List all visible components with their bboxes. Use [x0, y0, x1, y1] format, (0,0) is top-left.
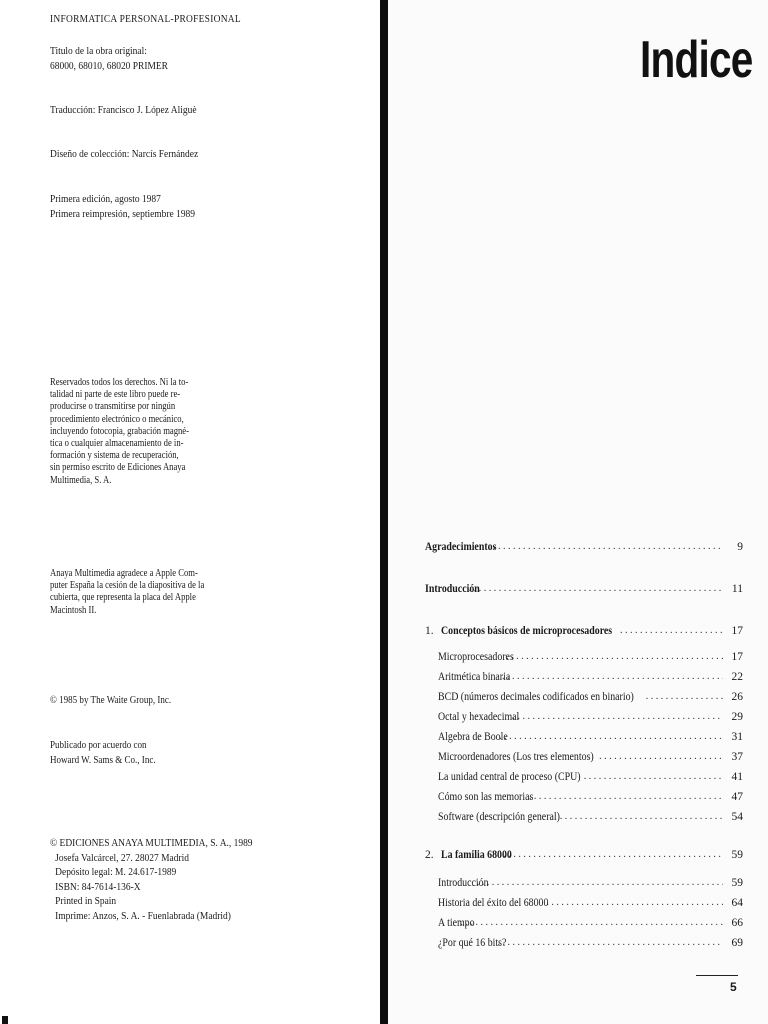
first-edition: Primera edición, agosto 1987: [50, 193, 161, 205]
toc-entry-page: 69: [731, 937, 743, 949]
toc-leader-dots: [546, 896, 723, 910]
publisher-line: © EDICIONES ANAYA MULTIMEDIA, S. A., 1989: [50, 837, 253, 849]
toc-leader-dots: [584, 770, 723, 784]
left-page-credits: [0, 0, 380, 1024]
toc-entry-page: 66: [731, 917, 743, 929]
toc-leader-dots: [560, 810, 723, 824]
toc-entry-label: Cómo son las memorias: [438, 791, 534, 803]
book-gutter: [380, 0, 388, 1024]
toc-entry: [425, 580, 743, 596]
rights-line: talidad ni parte de este libro puede re-: [50, 389, 181, 401]
toc-entry-page: 31: [731, 731, 743, 743]
original-title: 68000, 68010, 68020 PRIMER: [50, 60, 169, 72]
footer-rule: [696, 975, 738, 976]
toc-entry-page: 22: [731, 671, 743, 683]
toc-entry-label: Introducción: [425, 583, 480, 595]
toc-entry-page: 54: [731, 811, 743, 823]
rights-line: sin permiso escrito de Ediciones Anaya: [50, 462, 186, 474]
toc-entry-label: Historia del éxito del 68000: [438, 897, 549, 909]
toc-entry-page: 17: [731, 625, 743, 637]
thanks-line: Macintosh II.: [50, 604, 97, 616]
toc-entry-label: Aritmética binaria: [438, 671, 511, 683]
rights-line: Multimedia, S. A.: [50, 474, 112, 486]
toc-leader-dots: [599, 750, 723, 764]
toc-entry-page: 64: [731, 897, 743, 909]
published-line: Publicado por acuerdo con: [50, 740, 147, 751]
toc-leader-dots: [513, 710, 723, 724]
toc-subentry: [438, 768, 743, 784]
toc-entry-label: BCD (números decimales codificados en binario): [438, 691, 634, 703]
published-by: [50, 738, 213, 768]
toc-entry-label: Octal y hexadecimal: [438, 711, 520, 723]
toc-subentry: [438, 648, 743, 664]
toc-subentry: [438, 688, 743, 704]
publisher-line: Josefa Valcárcel, 27. 28027 Madrid: [55, 851, 189, 864]
toc-chapter: [425, 622, 743, 638]
toc-subentry: [438, 788, 743, 804]
original-title-label: Titulo de la obra original:: [50, 45, 147, 57]
toc-entry-page: 26: [731, 691, 743, 703]
rights-notice: [50, 377, 213, 487]
toc-chapter-number: 1.: [425, 625, 434, 637]
toc-subentry: [438, 748, 743, 764]
right-page-index: [388, 0, 768, 1024]
thanks-notice: [50, 568, 222, 617]
thanks-line: cubierta, que representa la placa del Apple: [50, 592, 196, 604]
toc-entry-label: La unidad central de proceso (CPU): [438, 771, 581, 783]
publisher-line: Printed in Spain: [55, 895, 117, 907]
rights-line: Reservados todos los derechos. Ni la to-: [50, 377, 189, 388]
collection-design-credit: Diseño de colección: Narcís Fernández: [50, 148, 199, 160]
published-line: Howard W. Sams & Co., Inc.: [50, 755, 156, 766]
toc-entry-page: 37: [731, 751, 743, 763]
toc-entry-label: ¿Por qué 16 bits?: [438, 937, 507, 949]
toc-leader-dots: [620, 624, 723, 638]
toc-subentry: [438, 874, 743, 890]
page-edge-mark: [2, 1016, 8, 1024]
translation-credit: Traducción: Francisco J. López Aliguè: [50, 104, 197, 116]
toc-entry-label: Software (descripción general): [438, 811, 560, 823]
toc-chapter-number: 2.: [425, 849, 434, 861]
waite-copyright: © 1985 by The Waite Group, Inc.: [50, 695, 172, 706]
toc-entry-page: 17: [731, 651, 743, 663]
toc-subentry: [438, 808, 743, 824]
publisher-line: Imprime: Anzos, S. A. - Fuenlabrada (Madrid): [55, 909, 231, 922]
toc-leader-dots: [469, 582, 723, 596]
toc-subentry: [438, 668, 743, 684]
toc-entry-page: 41: [731, 771, 743, 783]
toc-entry-page: 47: [731, 791, 743, 803]
toc-subentry: [438, 934, 743, 950]
toc-leader-dots: [502, 670, 723, 684]
toc-entry-label: Introducción: [438, 877, 489, 889]
thanks-line: puter España la cesión de la diapositiva de la: [50, 580, 205, 592]
toc-subentry: [438, 708, 743, 724]
toc-entry-label: La familia 68000: [441, 849, 512, 861]
toc-leader-dots: [499, 730, 723, 744]
toc-entry-page: 9: [737, 541, 743, 553]
toc-entry-page: 29: [731, 711, 743, 723]
toc-entry-page: 11: [731, 583, 743, 595]
toc-leader-dots: [488, 540, 723, 554]
rights-line: procedimiento electrónico o mecánico,: [50, 413, 184, 425]
toc-subentry: [438, 728, 743, 744]
series-title: INFORMATICA PERSONAL-PROFESIONAL: [50, 13, 241, 25]
rights-line: tica o cualquier almacenamiento de in-: [50, 438, 184, 450]
toc-entry-page: 59: [731, 849, 743, 861]
toc-subentry: [438, 914, 743, 930]
toc-leader-dots: [506, 650, 723, 664]
toc-entry-label: Agradecimientos: [425, 541, 497, 553]
publisher-line: Depósito legal: M. 24.617-1989: [55, 866, 177, 878]
toc-entry-label: Algebra de Boole: [438, 731, 508, 743]
toc-leader-dots: [498, 936, 723, 950]
toc-leader-dots: [503, 848, 723, 862]
toc-entry-label: Microprocesadores: [438, 651, 514, 663]
toc-entry-page: 59: [731, 877, 743, 889]
rights-line: producirse o transmitirse por ningún: [50, 401, 176, 413]
thanks-line: Anaya Multimedia agradece a Apple Com-: [50, 568, 198, 579]
rights-line: formación y sistema de recuperación,: [50, 450, 179, 462]
publisher-imprint: [50, 836, 274, 923]
publisher-line: ISBN: 84-7614-136-X: [55, 880, 141, 893]
toc-entry: [425, 538, 743, 554]
page-number: 5: [730, 980, 737, 994]
toc-leader-dots: [529, 790, 723, 804]
toc-entry-label: Microordenadores (Los tres elementos): [438, 751, 594, 763]
toc-leader-dots: [461, 916, 724, 930]
first-reprint: Primera reimpresión, septiembre 1989: [50, 208, 196, 220]
toc-entry-label: Conceptos básicos de microprocesadores: [441, 625, 613, 637]
toc-chapter: [425, 846, 743, 862]
toc-subentry: [438, 894, 743, 910]
toc-leader-dots: [477, 876, 723, 890]
index-title: Indice: [640, 31, 753, 89]
toc-entry-label: A tiempo: [438, 917, 475, 929]
rights-line: incluyendo fotocopia, grabación magné-: [50, 425, 189, 437]
toc-leader-dots: [646, 690, 723, 704]
